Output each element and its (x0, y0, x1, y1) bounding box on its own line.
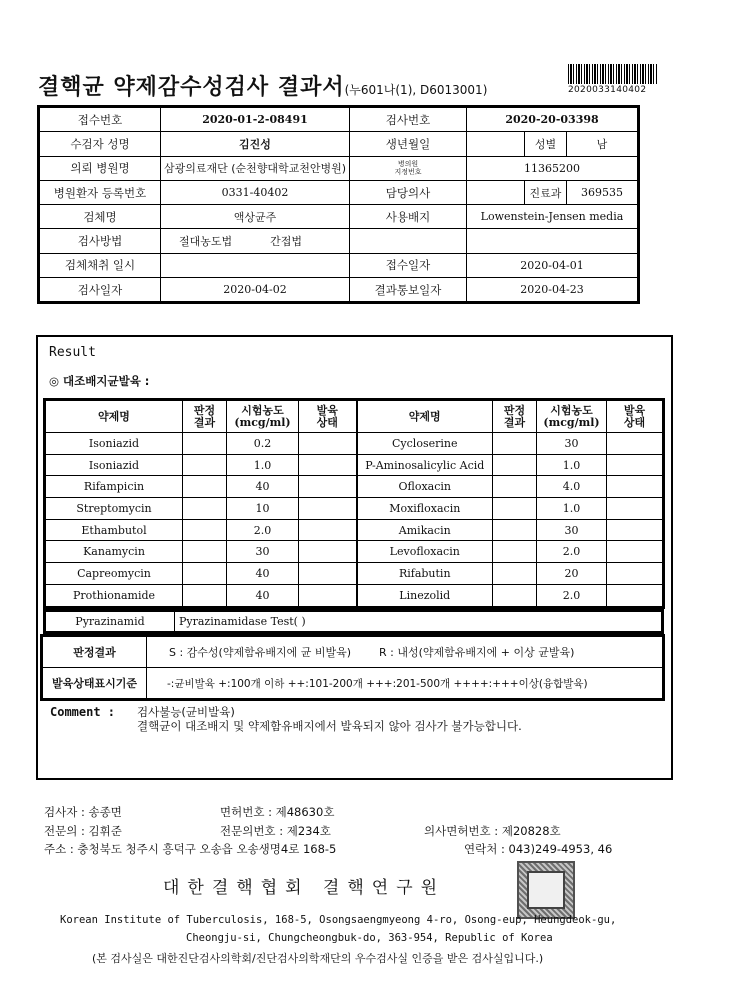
legend-grid (42, 636, 663, 699)
label-hospital-code (350, 156, 467, 180)
judge-result (183, 498, 227, 520)
label-test-no: 검사번호 (350, 108, 467, 132)
label-hospital-code-2: 지정번호 (394, 167, 422, 176)
official-seal (517, 861, 575, 919)
judge-result (493, 519, 537, 541)
specimen: 액상균주 (161, 205, 350, 229)
legend-resistant: R : 내성(약제함유배지에 + 이상 균발육) (379, 646, 575, 659)
growth-state (607, 584, 663, 606)
test-concentration: 1.0 (537, 498, 607, 520)
drug-table (43, 398, 665, 609)
col-drug: 약제명 (46, 401, 183, 433)
label-empty (350, 229, 467, 253)
label-birthdate: 생년월일 (350, 132, 467, 156)
drug-name: Rifampicin (46, 476, 183, 498)
document-title (38, 70, 487, 101)
header-table (37, 105, 640, 304)
control-growth-heading: ◎ 대조배지균발육 : (49, 374, 150, 388)
test-concentration: 0.2 (227, 433, 299, 455)
comment-line-1: 검사불능(균비발육) (137, 705, 235, 719)
legend-growth-key: 발육상태표시기준 (43, 668, 147, 699)
pyrazinamide-tr (46, 612, 662, 632)
address: 주소 : 충청북도 청주시 흥덕구 오송읍 오송생명4로 168-5 (44, 842, 337, 856)
doctor-license: 의사면허번호 : 제20828호 (424, 824, 561, 838)
label-receipt-date: 접수일자 (350, 253, 467, 277)
test-concentration: 1.0 (227, 454, 299, 476)
judge-result (493, 454, 537, 476)
header-row (40, 205, 638, 229)
judge-result (183, 584, 227, 606)
drug-name: Streptomycin (46, 498, 183, 520)
growth-state (299, 541, 357, 563)
legend-judge-key: 판정결과 (43, 637, 147, 668)
test-concentration: 2.0 (537, 584, 607, 606)
sex: 남 (567, 132, 638, 156)
growth-state (607, 563, 663, 585)
test-concentration: 20 (537, 563, 607, 585)
growth-state (299, 433, 357, 455)
drug-name: Ethambutol (46, 519, 183, 541)
drug-row (46, 563, 663, 585)
judge-result (493, 563, 537, 585)
test-concentration: 40 (227, 563, 299, 585)
drug-row (46, 584, 663, 606)
judge-result (183, 454, 227, 476)
drug-name: Linezolid (357, 584, 493, 606)
drug-name: Isoniazid (46, 433, 183, 455)
label-media: 사용배지 (350, 205, 467, 229)
header-row (40, 229, 638, 253)
test-no: 2020-20-03398 (467, 108, 638, 132)
judge-result (183, 563, 227, 585)
drug-name: Rifabutin (357, 563, 493, 585)
growth-state (299, 454, 357, 476)
media: Lowenstein-Jensen media (467, 205, 638, 229)
drug-row (46, 519, 663, 541)
label-hospital: 의뢰 병원명 (40, 156, 161, 180)
growth-state (299, 563, 357, 585)
legend-judge-text (147, 637, 663, 668)
judge-result (493, 433, 537, 455)
result-title: Result (49, 345, 96, 360)
legend-row-growth (43, 668, 663, 699)
patient-reg-no: 0331-40402 (161, 180, 350, 204)
comment-line-2: 결핵균이 대조배지 및 약제함유배지에서 발육되지 않아 검사가 불가능합니다. (137, 719, 522, 733)
growth-state (299, 476, 357, 498)
col-conc-right: 시험농도 (mcg/ml) (537, 401, 607, 433)
legend-row-judge (43, 637, 663, 668)
specialist-no: 전문의번호 : 제234호 (220, 824, 331, 838)
header-grid (39, 107, 638, 302)
growth-state (607, 454, 663, 476)
organization-name: 대한결핵협회 결핵연구원 (163, 878, 446, 898)
test-concentration: 30 (537, 519, 607, 541)
label-specimen: 검체명 (40, 205, 161, 229)
title-code: (누601나(1), D6013001) (344, 83, 488, 97)
seal-inner (527, 871, 565, 909)
drug-name: P-Aminosalicylic Acid (357, 454, 493, 476)
col-judge-right: 판정 결과 (493, 401, 537, 433)
drug-name: Ofloxacin (357, 476, 493, 498)
judge-result (183, 541, 227, 563)
pyrazinamide-table (45, 611, 662, 632)
contact: 연락처 : 043)249-4953, 46 (464, 842, 613, 856)
drug-row (46, 433, 663, 455)
title-main: 결핵균 약제감수성검사 결과서 (38, 75, 345, 100)
judge-result (183, 433, 227, 455)
growth-state (607, 498, 663, 520)
legend-growth-text: -:균비발육 +:100개 이하 ++:101-200개 +++:201-500개 ++++:+++이상(융합발육) (147, 668, 663, 699)
label-sex: 성별 (525, 132, 567, 156)
method (161, 229, 350, 253)
report-date: 2020-04-23 (467, 278, 638, 302)
growth-state (299, 498, 357, 520)
col-growth-right: 발육 상태 (607, 401, 663, 433)
judge-result (183, 519, 227, 541)
growth-state (607, 541, 663, 563)
test-concentration: 40 (227, 584, 299, 606)
growth-state (607, 476, 663, 498)
label-hospital-code-1: 병의원 (397, 159, 419, 168)
judge-result (493, 476, 537, 498)
col-conc: 시험농도 (mcg/ml) (227, 401, 299, 433)
drug-name: Levofloxacin (357, 541, 493, 563)
test-concentration: 30 (537, 433, 607, 455)
test-concentration: 4.0 (537, 476, 607, 498)
drug-name: Amikacin (357, 519, 493, 541)
label-report-date: 결과통보일자 (350, 278, 467, 302)
drug-rows (46, 433, 663, 607)
label-method: 검사방법 (40, 229, 161, 253)
address-english-2: Cheongju-si, Chungcheongbuk-do, 363-954, Republic of Korea (186, 932, 553, 944)
tester: 검사자 : 송종면 (44, 805, 122, 819)
header-row (40, 278, 638, 302)
judge-result (183, 476, 227, 498)
label-patient-reg-no: 병원환자 등록번호 (40, 180, 161, 204)
drug-row (46, 476, 663, 498)
test-date: 2020-04-02 (161, 278, 350, 302)
header-row (40, 108, 638, 132)
receipt-date: 2020-04-01 (467, 253, 638, 277)
drug-header-row (46, 401, 663, 433)
certification-note: (본 검사실은 대한진단검사의학회/진단검사의학재단의 우수검사실 인증을 받은 검사실입니다.) (92, 952, 544, 965)
comment-label: Comment : (50, 705, 116, 719)
header-row (40, 132, 638, 156)
barcode-number: 2020033140402 (568, 85, 647, 95)
label-department: 진료과 (525, 180, 567, 204)
doctor (467, 180, 525, 204)
hospital-code: 11365200 (467, 156, 638, 180)
growth-state (299, 519, 357, 541)
growth-state (299, 584, 357, 606)
header-row (40, 156, 638, 180)
test-concentration: 40 (227, 476, 299, 498)
collection-date (161, 253, 350, 277)
pyrazinamide-label: Pyrazinamid (46, 612, 175, 632)
address-english-1: Korean Institute of Tuberculosis, 168-5, Osongsaengmyeong 4-ro, Osong-eup, Heungdeok-gu, (60, 914, 617, 926)
birthdate (467, 132, 525, 156)
barcode-image (568, 64, 658, 84)
specialist: 전문의 : 김휘준 (44, 824, 122, 838)
receipt-no: 2020-01-2-08491 (161, 108, 350, 132)
tester-license: 면허번호 : 제48630호 (220, 805, 335, 819)
method-indirect: 간접법 (270, 235, 303, 249)
label-test-date: 검사일자 (40, 278, 161, 302)
department: 369535 (567, 180, 638, 204)
test-concentration: 2.0 (227, 519, 299, 541)
drug-grid (45, 400, 663, 607)
growth-state (607, 433, 663, 455)
label-receipt-no: 접수번호 (40, 108, 161, 132)
drug-name: Capreomycin (46, 563, 183, 585)
hospital-name: 삼광의료재단 (순천향대학교천안병원) (161, 156, 350, 180)
test-concentration: 30 (227, 541, 299, 563)
drug-name: Moxifloxacin (357, 498, 493, 520)
test-concentration: 1.0 (537, 454, 607, 476)
test-concentration: 2.0 (537, 541, 607, 563)
legend-susceptible: S : 감수성(약제함유배지에 균 비발육) (169, 646, 352, 659)
empty-value (467, 229, 638, 253)
judge-result (493, 541, 537, 563)
header-row (40, 180, 638, 204)
drug-row (46, 541, 663, 563)
label-patient-name: 수검자 성명 (40, 132, 161, 156)
label-doctor: 담당의사 (350, 180, 467, 204)
drug-row (46, 498, 663, 520)
drug-name: Kanamycin (46, 541, 183, 563)
drug-name: Cycloserine (357, 433, 493, 455)
drug-name: Isoniazid (46, 454, 183, 476)
col-drug-right: 약제명 (357, 401, 493, 433)
drug-name: Prothionamide (46, 584, 183, 606)
method-absolute: 절대농도법 (179, 235, 233, 249)
test-concentration: 10 (227, 498, 299, 520)
growth-state (607, 519, 663, 541)
header-row (40, 253, 638, 277)
drug-row (46, 454, 663, 476)
pyrazinamide-value: Pyrazinamidase Test( ) (175, 612, 662, 632)
legend-table (40, 634, 665, 701)
judge-result (493, 584, 537, 606)
patient-name: 김진성 (161, 132, 350, 156)
pyrazinamide-row (43, 609, 664, 634)
col-growth: 발육 상태 (299, 401, 357, 433)
col-judge: 판정 결과 (183, 401, 227, 433)
judge-result (493, 498, 537, 520)
label-collection-date: 검체채취 일시 (40, 253, 161, 277)
